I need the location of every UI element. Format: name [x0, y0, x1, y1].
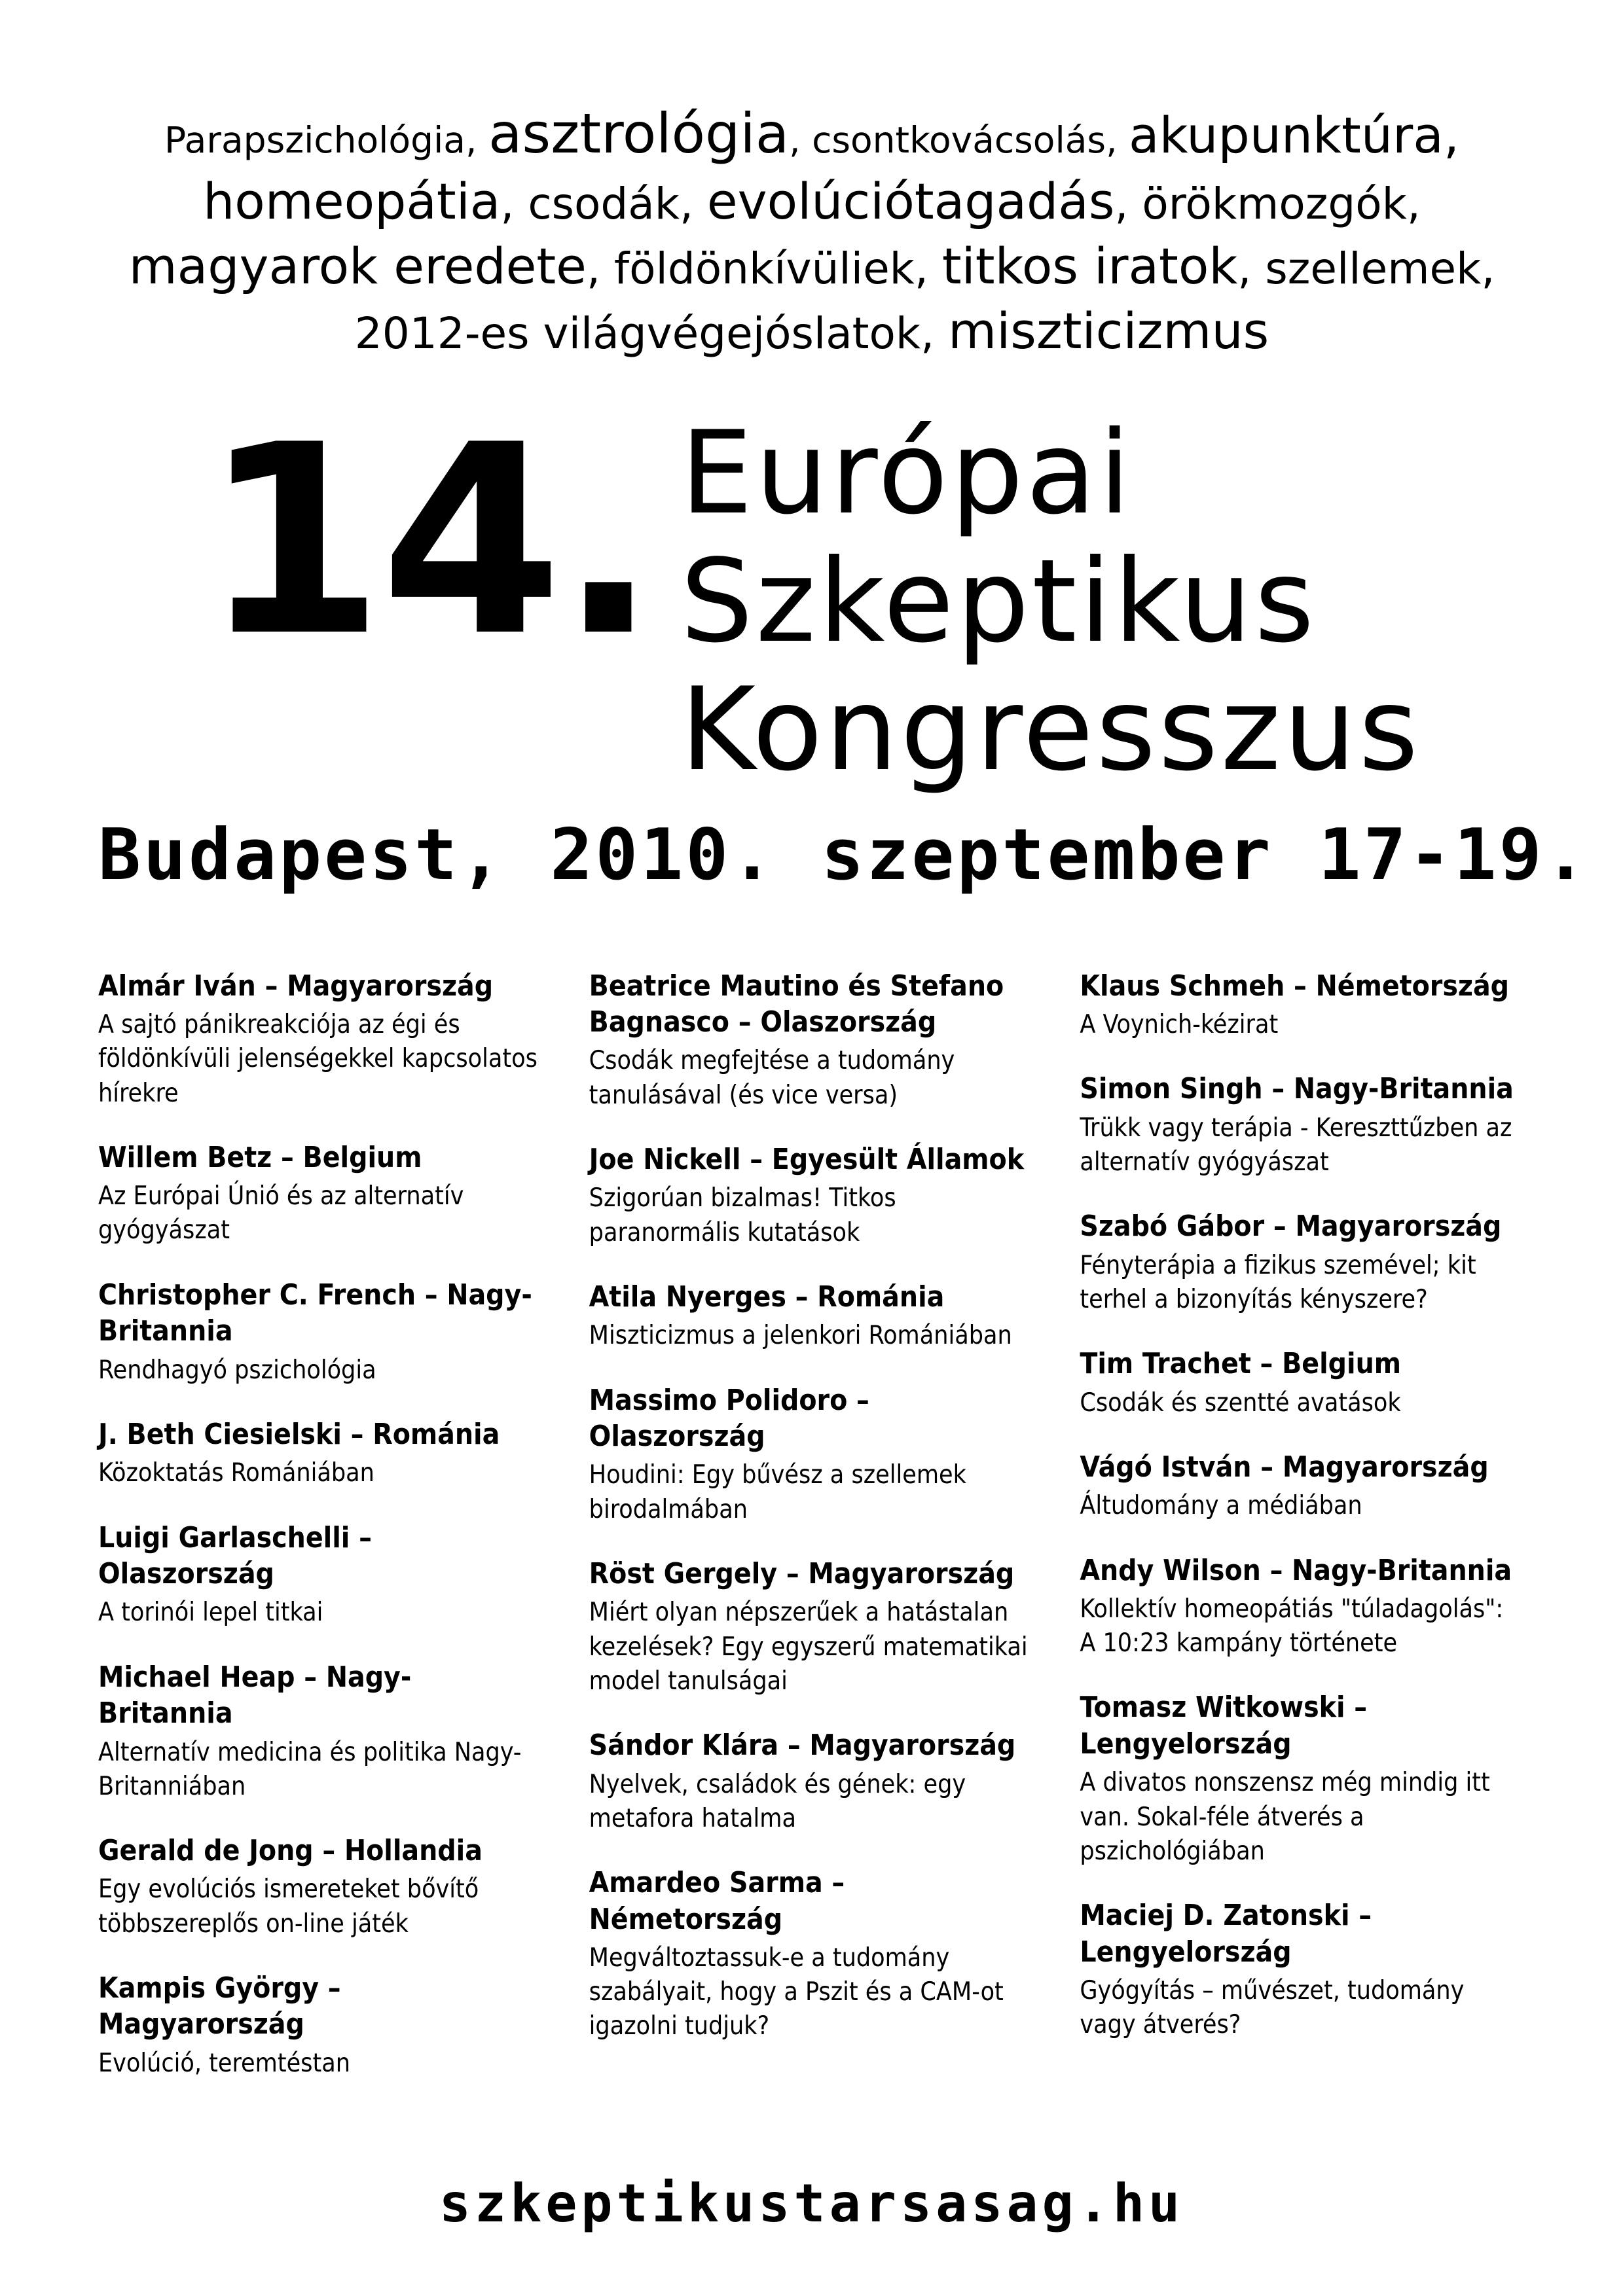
program-column [1080, 968, 1525, 2043]
website-footer: szkeptikustarsasag.hu [439, 2173, 1184, 2234]
speaker-name: Klaus Schmeh – Németország [1080, 969, 1509, 1003]
topic-line [98, 234, 1525, 299]
speaker-name: J. Beth Ciesielski – Románia [98, 1417, 500, 1451]
talk-title: Miszticizmus a jelenkori Romániában [589, 1321, 1012, 1351]
program-entry [1080, 1208, 1525, 1317]
speaker-name: Christopher C. French – Nagy-Britannia [98, 1278, 532, 1348]
title-line-2: Szkeptikus [680, 535, 1317, 668]
program-entry [1080, 1346, 1525, 1420]
speaker-name: Simon Singh – Nagy-Britannia [1080, 1072, 1514, 1106]
talk-title: Megváltoztassuk-e a tudomány szabályait, hogy a Pszit és a CAM-ot igazolni tudjuk? [589, 1943, 1004, 2041]
topic-fragment: asztrológia [488, 101, 790, 166]
speaker-name: Tim Trachet – Belgium [1080, 1347, 1402, 1381]
speaker-name: Röst Gergely – Magyarország [589, 1556, 1015, 1590]
topic-fragment: titkos iratok [941, 236, 1238, 295]
talk-title: Áltudomány a médiában [1080, 1491, 1362, 1521]
topic-fragment: evolúciótagadás [706, 172, 1115, 231]
speaker-name: Luigi Garlaschelli – Olaszország [98, 1520, 372, 1590]
speaker-name: Amardeo Sarma – Németország [589, 1866, 845, 1936]
program-entry [1080, 1449, 1525, 1524]
speaker-name: Vágó István – Magyarország [1080, 1450, 1489, 1484]
topic-fragment: 2012-es világvégejóslatok, [354, 308, 949, 359]
speaker-name: Atila Nyerges – Románia [589, 1280, 945, 1314]
talk-title: A Voynich-kézirat [1080, 1010, 1279, 1040]
program-entry [98, 1520, 543, 1630]
talk-title: Közoktatás Romániában [98, 1458, 374, 1488]
speaker-name: Joe Nickell – Egyesült Államok [589, 1142, 1025, 1176]
talk-title: Alternatív medicina és politika Nagy-Britanniában [98, 1737, 522, 1801]
program-entry [589, 1727, 1034, 1836]
talk-title: A torinói lepel titkai [98, 1598, 323, 1628]
speaker-name: Maciej D. Zatonski – Lengyelország [1080, 1899, 1372, 1969]
edition-number: 14. [202, 389, 655, 694]
topic-fragment: , földönkívüliek, [586, 243, 942, 294]
title-line-1: Európai [680, 406, 1133, 540]
speaker-name: Andy Wilson – Nagy-Britannia [1080, 1553, 1512, 1587]
topic-fragment: , szellemek, [1237, 243, 1495, 294]
speaker-name: Beatrice Mautino és Stefano Bagnasco – Olaszország [589, 969, 1004, 1039]
speaker-name: Sándor Klára – Magyarország [589, 1729, 1016, 1763]
topic-fragment: homeopátia [203, 172, 501, 231]
program-entry [589, 968, 1034, 1113]
title-line-3: Kongresszus [680, 663, 1421, 797]
talk-title: Rendhagyó pszichológia [98, 1355, 376, 1385]
program-entry [98, 1659, 543, 1804]
topic-fragment: magyarok eredete [128, 236, 587, 295]
talk-title: Houdini: Egy bűvész a szellemek birodalmában [589, 1460, 966, 1524]
talk-title: Evolúció, teremtéstan [98, 2048, 350, 2078]
talk-title: Egy evolúciós ismereteket bővítő többszereplős on-line játék [98, 1874, 479, 1939]
speaker-name: Massimo Polidoro – Olaszország [589, 1383, 869, 1454]
program-entry [1080, 1071, 1525, 1179]
topic-fragment: , [1443, 106, 1460, 164]
topic-line [98, 299, 1525, 364]
talk-title: Nyelvek, családok és gének: egy metafora hatalma [589, 1769, 966, 1833]
program-entry [98, 968, 543, 1111]
topic-cloud [98, 98, 1525, 364]
talk-title: Trükk vagy terápia - Kereszttűzben az alternatív gyógyászat [1080, 1113, 1512, 1177]
talk-title: Csodák és szentté avatások [1080, 1388, 1401, 1418]
topic-line [98, 170, 1525, 234]
talk-title: Fényterápia a fizikus szemével; kit terhel a bizonyítás kényszere? [1080, 1250, 1476, 1314]
date-location: Budapest, 2010. szeptember 17-19. [98, 814, 1590, 896]
program-column [589, 968, 1034, 2044]
speaker-name: Szabó Gábor – Magyarország [1080, 1210, 1502, 1244]
program-entry [1080, 968, 1525, 1043]
talk-title: Csodák megfejtése a tudomány tanulásával (és vice versa) [589, 1046, 955, 1110]
talk-title: Szigorúan bizalmas! Titkos paranormális kutatások [589, 1183, 896, 1247]
program-entry [98, 1277, 543, 1388]
topic-fragment: akupunktúra [1129, 106, 1444, 164]
topic-fragment: , örökmozgók, [1114, 179, 1421, 230]
program-entry [1080, 1897, 1525, 2042]
talk-title: Az Európai Únió és az alternatív gyógyászat [98, 1181, 464, 1246]
program-entry [589, 1382, 1034, 1527]
program-entry [98, 1139, 543, 1248]
talk-title: A sajtó pánikreakciója az égi és földönkívüli jelenségekkel kapcsolatos hírekre [98, 1010, 538, 1108]
talk-title: Gyógyítás – művészet, tudomány vagy átverés? [1080, 1975, 1465, 2040]
conference-title [680, 406, 1421, 797]
topic-fragment: , csontkovácsolás, [789, 119, 1129, 161]
topic-fragment: , csodák, [500, 179, 707, 230]
program-entry [1080, 1552, 1525, 1661]
speaker-name: Michael Heap – Nagy-Britannia [98, 1660, 412, 1731]
program-entry [98, 1416, 543, 1491]
program-entry [589, 1556, 1034, 1698]
program-entry [589, 1865, 1034, 2044]
topic-line [98, 98, 1525, 170]
talk-title: A divatos nonszensz még mindig itt van. Sokal-féle átverés a pszichológiában [1080, 1768, 1490, 1866]
program-column [98, 968, 543, 2081]
talk-title: Kollektív homeopátiás "túladagolás": A 10:23 kampány története [1080, 1594, 1504, 1659]
program-entry [1080, 1689, 1525, 1869]
program-columns [98, 968, 1525, 2081]
title-block [98, 389, 1525, 797]
topic-fragment: Parapszichológia, [164, 119, 488, 161]
speaker-name: Willem Betz – Belgium [98, 1140, 422, 1174]
talk-title: Miért olyan népszerűek a hatástalan kezelések? Egy egyszerű matematikai model tanulságai [589, 1598, 1028, 1696]
speaker-name: Kampis György – Magyarország [98, 1971, 341, 2041]
program-entry [98, 1833, 543, 1941]
speaker-name: Almár Iván – Magyarország [98, 969, 494, 1003]
program-entry [98, 1970, 543, 2081]
topic-fragment: miszticizmus [948, 301, 1269, 360]
program-entry [589, 1279, 1034, 1354]
speaker-name: Gerald de Jong – Hollandia [98, 1834, 483, 1868]
program-entry [589, 1141, 1034, 1250]
speaker-name: Tomasz Witkowski – Lengyelország [1080, 1691, 1368, 1761]
